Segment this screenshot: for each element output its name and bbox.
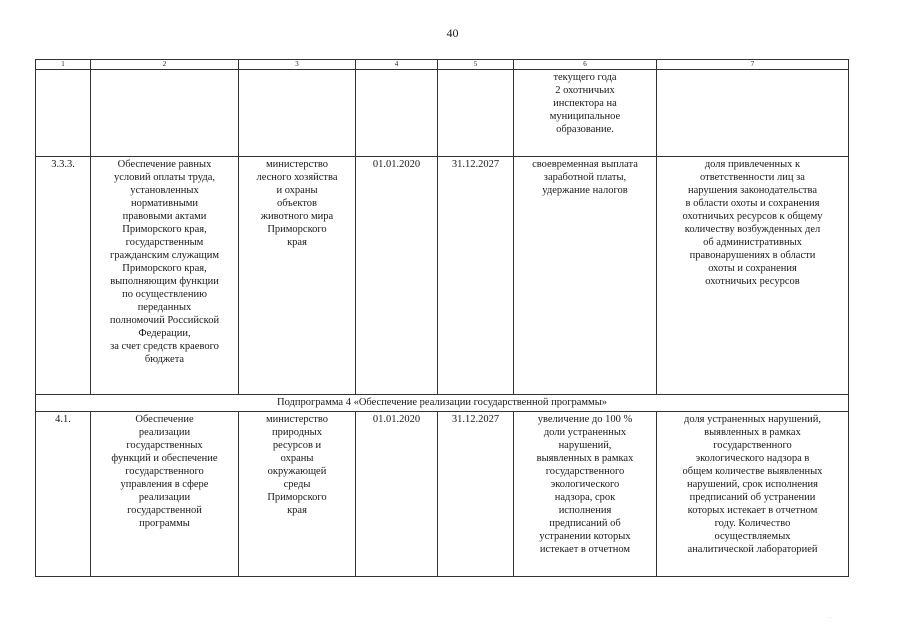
row-number: 3.3.3. [36,157,91,395]
scan-mark: · [829,614,832,622]
column-number: 3 [239,60,356,70]
start-date: 01.01.2020 [356,412,438,577]
column-number: 6 [514,60,657,70]
expected-result: своевременная выплата заработной платы, удержание налогов [514,157,657,395]
subprogram-title: Подпрограмма 4 «Обеспечение реализации государственной программы» [36,395,849,412]
executor: министерство лесного хозяйства и охраны объектов животного мира Приморского края [239,157,356,395]
table-row-3-3-3 [36,157,849,395]
table-row-4-1 [36,412,849,577]
executor: министерство природных ресурсов и охраны окружающей среды Приморского края [239,412,356,577]
expected-result: увеличение до 100 % доли устраненных нарушений, выявленных в рамках государственного экологического надзора, срок исполнения предписаний об устранении которых истекает в отчетном [514,412,657,577]
program-table [35,59,849,577]
table-row-continuation [36,70,849,157]
end-date: 31.12.2027 [438,412,514,577]
end-date [438,70,514,157]
page-number: 40 [446,26,459,40]
column-number: 7 [657,60,849,70]
column-number: 2 [91,60,239,70]
indicator: доля привлеченных к ответственности лиц за нарушения законодательства в области охоты и сохранения охотничьих ресурсов к общему количеству возбужденных дел об административных правонарушениях в области охоты и сохранения охотничьих ресурсов [657,157,849,395]
start-date [356,70,438,157]
event-name: Обеспечение равных условий оплаты труда, установленных нормативными правовыми актами Приморского края, государственным гражданским служащим Приморского края, выполняющим функции по осуществлению переданных полномочий Российской Федерации, за счет средств краевого бюджета [91,157,239,395]
row-number: 4.1. [36,412,91,577]
event-name: Обеспечение реализации государственных функций и обеспечение государственного управления в сфере реализации государственной программы [91,412,239,577]
column-number-row [36,60,849,70]
column-number: 1 [36,60,91,70]
indicator [657,70,849,157]
column-number: 4 [356,60,438,70]
end-date: 31.12.2027 [438,157,514,395]
column-number: 5 [438,60,514,70]
event-name [91,70,239,157]
start-date: 01.01.2020 [356,157,438,395]
indicator: доля устраненных нарушений, выявленных в рамках государственного экологического надзора в общем количестве выявленных нарушений, срок исполнения предписаний об устранении которых истекает в отчетном году. Количество осуществляемых аналитической лабораторией [657,412,849,577]
row-number [36,70,91,157]
expected-result: текущего года 2 охотничьих инспектора на муниципальное образование. [514,70,657,157]
subprogram-row [36,395,849,412]
executor [239,70,356,157]
